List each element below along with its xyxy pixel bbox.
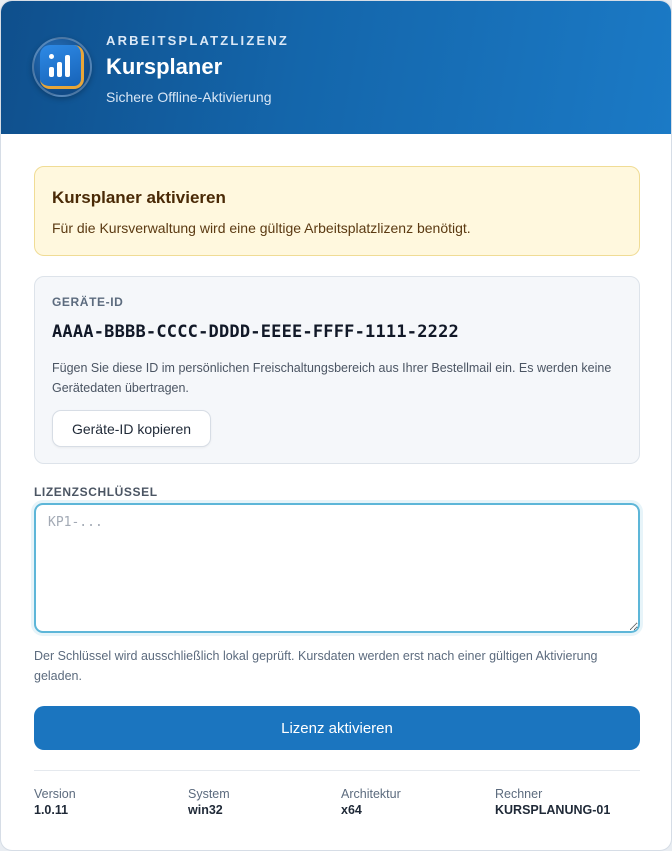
license-key-input[interactable] xyxy=(34,503,640,633)
activation-notice xyxy=(34,166,640,256)
notice-text: Für die Kursverwaltung wird eine gültige Arbeitsplatzlizenz benötigt. xyxy=(52,220,471,236)
notice-title: Kursplaner aktivieren xyxy=(52,188,226,207)
logo-bar xyxy=(49,67,54,77)
app-logo xyxy=(32,37,92,97)
info-system xyxy=(188,787,230,817)
header-banner xyxy=(1,1,672,134)
info-value: win32 xyxy=(188,803,223,817)
copy-device-id-button[interactable]: Geräte-ID kopieren xyxy=(52,410,211,447)
logo-dot xyxy=(49,54,54,59)
info-computer xyxy=(495,787,610,817)
info-label: Rechner xyxy=(495,787,543,801)
license-type-label: ARBEITSPLATZLIZENZ xyxy=(106,33,290,48)
app-title: Kursplaner xyxy=(106,54,223,79)
info-value: x64 xyxy=(341,803,362,817)
info-label: System xyxy=(188,787,230,801)
info-label: Architektur xyxy=(341,787,401,801)
license-key-label: LIZENZSCHLÜSSEL xyxy=(34,485,158,499)
footer-divider xyxy=(34,770,640,771)
device-id-card xyxy=(34,276,640,464)
bar-chart-logo-icon xyxy=(40,45,84,89)
device-id-label: GERÄTE-ID xyxy=(52,295,124,309)
info-version xyxy=(34,787,76,817)
license-key-hint: Der Schlüssel wird ausschließlich lokal geprüft. Kursdaten werden erst nach einer gültigen Aktivierung geladen. xyxy=(34,649,598,683)
logo-bar xyxy=(65,55,70,77)
info-architecture xyxy=(341,787,401,817)
device-id-hint: Fügen Sie diese ID im persönlichen Freischaltungsbereich aus Ihrer Bestellmail ein. Es werden keine Gerätedaten übertragen. xyxy=(52,361,612,395)
info-value: 1.0.11 xyxy=(34,803,69,817)
device-id-value: AAAA-BBBB-CCCC-DDDD-EEEE-FFFF-1111-2222 xyxy=(52,322,459,342)
info-value: KURSPLANUNG-01 xyxy=(495,803,611,817)
info-label: Version xyxy=(34,787,76,801)
activate-license-button[interactable]: Lizenz aktivieren xyxy=(34,706,640,750)
app-subtitle: Sichere Offline-Aktivierung xyxy=(106,89,272,105)
logo-bar xyxy=(57,62,62,77)
